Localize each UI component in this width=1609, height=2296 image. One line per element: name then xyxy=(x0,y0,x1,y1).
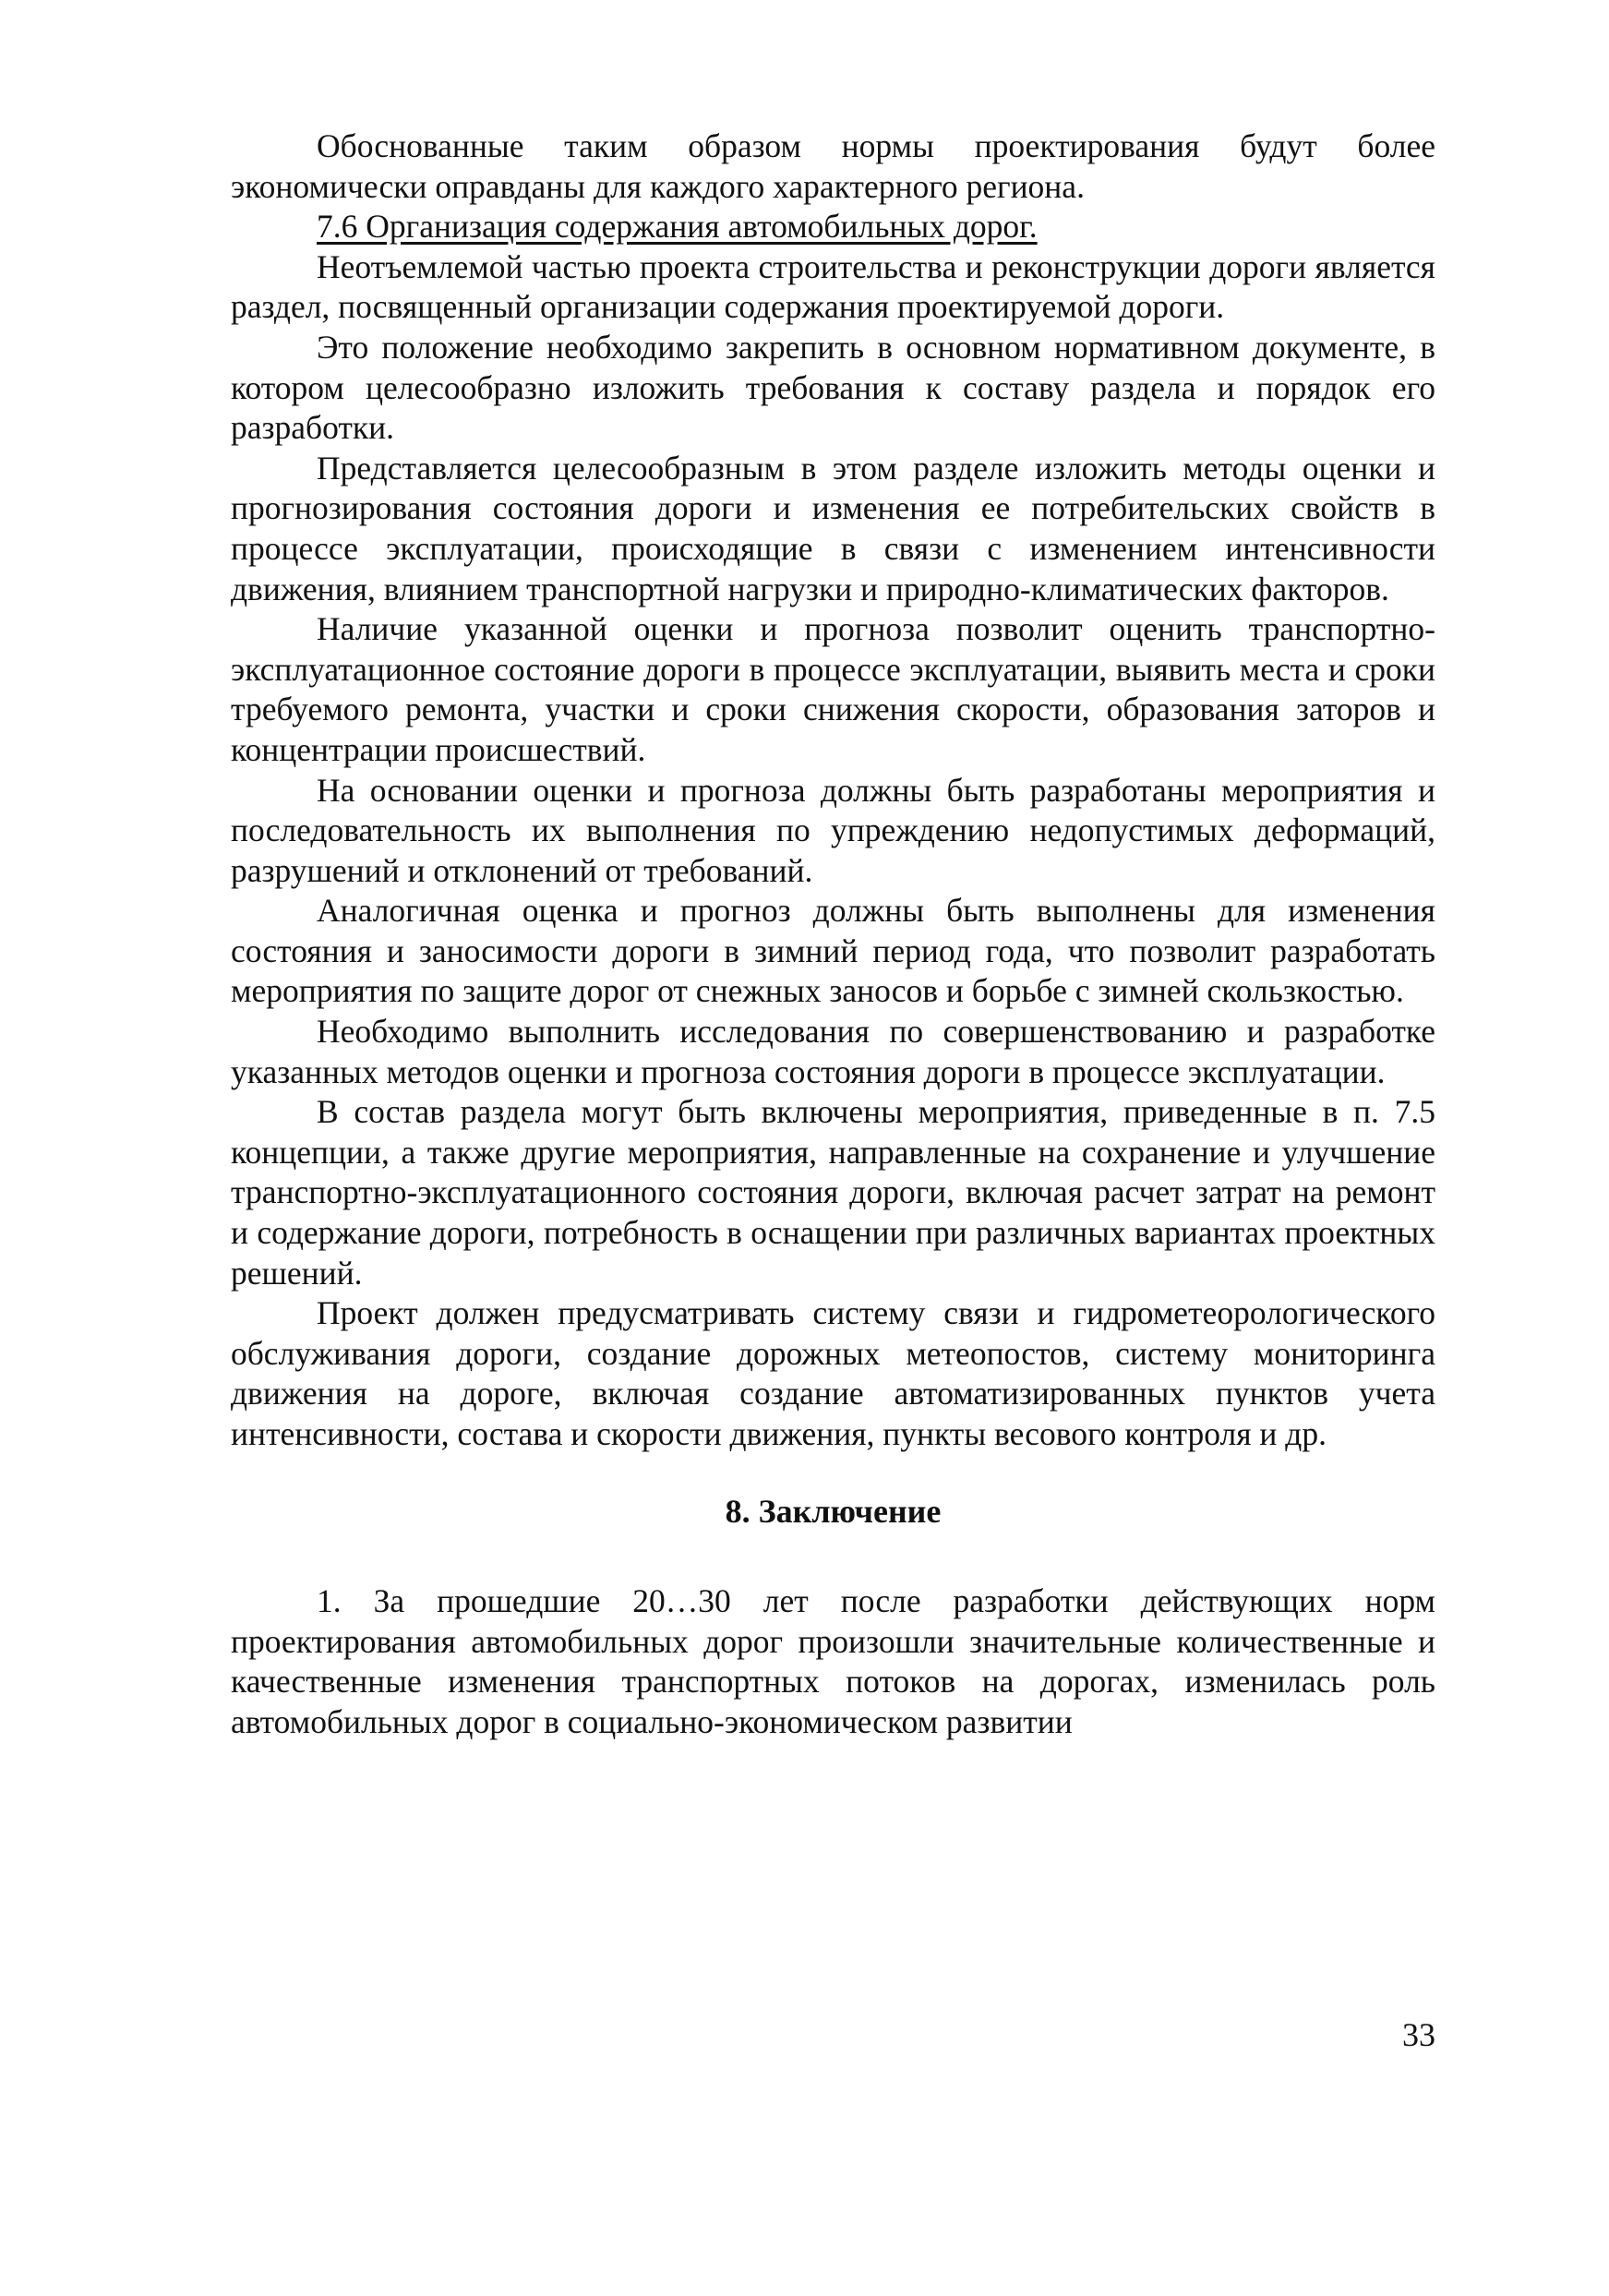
subsection-title: 7.6 Организация содержания автомобильных дорог. xyxy=(317,208,1038,246)
paragraph-4: Наличие указанной оценки и прогноза позволит оценить транспортно-эксплуатационное состояние дороги в процессе эксплуатации, выявить места и сроки требуемого ремонта, участки и сроки снижения скорости, образования заторов и концентрации происшествий. xyxy=(231,610,1435,768)
paragraph-3: Представляется целесообразным в этом разделе изложить методы оценки и прогнозирования состояния дороги и изменения ее потребительских свойств в процессе эксплуатации, происходящие в связи с изменением интенсивности движения, влиянием транспортной нагрузки и природно-климатических факторов. xyxy=(231,449,1435,607)
conclusion-paragraph-1: 1. За прошедшие 20…30 лет после разработки действующих норм проектирования автомобильных дорог произошли значительные количественные и качественные изменения транспортных потоков на дорогах, изменилась роль автомобильных дорог в социально-экономическом развитии xyxy=(231,1582,1435,1740)
page-number: 33 xyxy=(1402,2016,1435,2053)
paragraph-7: Необходимо выполнить исследования по совершенствованию и разработке указанных методов оценки и прогноза состояния дороги в процессе эксплуатации. xyxy=(231,1013,1435,1090)
paragraph-9: Проект должен предусматривать систему связи и гидрометеорологического обслуживания дороги, создание дорожных метеопостов, систему мониторинга движения на дороге, включая создание автоматизированных пунктов учета интенсивности, состава и скорости движения, пункты весового контроля и др. xyxy=(231,1294,1435,1452)
paragraph-1: Неотъемлемой частью проекта строительства и реконструкции дороги является раздел, посвященный организации содержания проектируемой дороги. xyxy=(231,247,1435,326)
paragraph-6: Аналогичная оценка и прогноз должны быть выполнены для изменения состояния и заносимости дороги в зимний период года, что позволит разработать мероприятия по защите дорог от снежных заносов и борьбе с зимней скользкостью. xyxy=(231,892,1435,1010)
body-text xyxy=(231,126,1435,1743)
section-heading: 8. Заключение xyxy=(725,1492,942,1530)
paragraph-8: В состав раздела могут быть включены мероприятия, приведенные в п. 7.5 концепции, а также другие мероприятия, направленные на сохранение и улучшение транспортно-эксплуатационного состояния дороги, включая расчет затрат на ремонт и содержание дороги, потребность в оснащении при различных вариантах проектных решений. xyxy=(231,1093,1435,1292)
paragraph-5: На основании оценки и прогноза должны быть разработаны мероприятия и последовательность их выполнения по упреждению недопустимых деформаций, разрушений и отклонений от требований. xyxy=(231,771,1435,889)
paragraph-2: Это положение необходимо закрепить в основном нормативном документе, в котором целесообразно изложить требования к составу раздела и порядок его разработки. xyxy=(231,328,1435,447)
paragraph-intro: Обоснованные таким образом нормы проектирования будут более экономически оправданы для каждого характерного региона. xyxy=(231,127,1435,205)
